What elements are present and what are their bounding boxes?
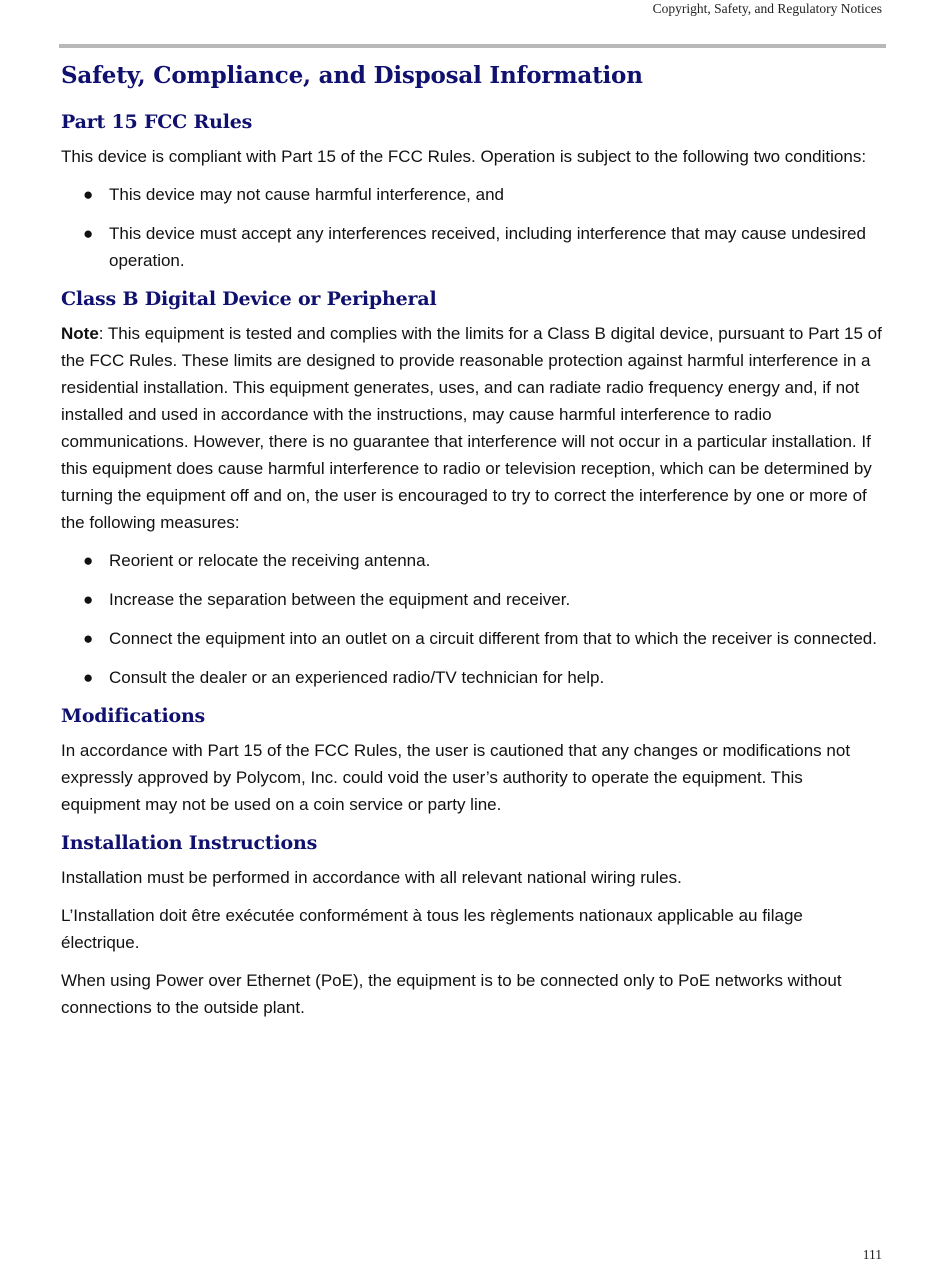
class-b-note bbox=[61, 320, 883, 536]
list-item: ● This device may not cause harmful interference, and bbox=[61, 181, 883, 208]
installation-text-3: When using Power over Ethernet (PoE), the equipment is to be connected only to PoE networks without connections to the outside plant. bbox=[61, 971, 842, 1017]
bullet-icon: ● bbox=[83, 185, 94, 204]
section-fcc-rules bbox=[61, 111, 883, 274]
bullet-icon: ● bbox=[83, 224, 94, 243]
section-heading-fcc: Part 15 FCC Rules bbox=[61, 111, 253, 133]
note-text: : This equipment is tested and complies with the limits for a Class B digital device, pursuant to Part 15 of the FCC Rules. These limits are designed to provide reasonable protection against harmful interference in a residential installation. This equipment generates, uses, and can radiate radio frequency energy and, if not installed and used in accordance with the instructions, may cause harmful interference to radio communications. However, there is no guarantee that interference will not occur in a particular installation. If this equipment does cause harmful interference to radio or television reception, which can be determined by turning the equipment off and on, the user is encouraged to try to correct the interference by one or more of the following measures: bbox=[61, 324, 882, 532]
bullet-icon: ● bbox=[83, 629, 94, 648]
bullet-icon: ● bbox=[83, 590, 94, 609]
installation-text-2: L’Installation doit être exécutée conformément à tous les règlements nationaux applicable au filage électrique. bbox=[61, 906, 803, 952]
note-label: Note bbox=[61, 324, 99, 343]
bullet-icon: ● bbox=[83, 551, 94, 570]
fcc-conditions-list bbox=[61, 181, 883, 274]
section-heading-modifications: Modifications bbox=[61, 705, 206, 727]
class-b-measures-list bbox=[61, 547, 883, 691]
list-item: ● This device must accept any interferences received, including interference that may cause undesired operation. bbox=[61, 220, 883, 274]
list-item: ● Consult the dealer or an experienced radio/TV technician for help. bbox=[61, 664, 883, 691]
list-item: ● Connect the equipment into an outlet on a circuit different from that to which the receiver is connected. bbox=[61, 625, 883, 652]
list-item: ● Reorient or relocate the receiving antenna. bbox=[61, 547, 883, 574]
page-title: Safety, Compliance, and Disposal Information bbox=[61, 62, 643, 89]
modifications-text: In accordance with Part 15 of the FCC Rules, the user is cautioned that any changes or modifications not expressly approved by Polycom, Inc. could void the user’s authority to operate the equipment. This equipment may not be used on a coin service or party line. bbox=[61, 741, 851, 814]
bullet-icon: ● bbox=[83, 668, 94, 687]
running-header: Copyright, Safety, and Regulatory Notices bbox=[652, 1, 882, 16]
section-modifications bbox=[61, 705, 883, 818]
section-heading-class-b: Class B Digital Device or Peripheral bbox=[61, 288, 437, 310]
section-installation bbox=[61, 832, 883, 1021]
installation-text-1: Installation must be performed in accordance with all relevant national wiring rules. bbox=[61, 868, 682, 887]
section-class-b bbox=[61, 288, 883, 691]
page-number: 111 bbox=[862, 1247, 882, 1262]
fcc-intro: This device is compliant with Part 15 of the FCC Rules. Operation is subject to the following two conditions: bbox=[61, 147, 867, 166]
page-content bbox=[61, 58, 883, 1032]
list-item: ● Increase the separation between the equipment and receiver. bbox=[61, 586, 883, 613]
section-heading-installation: Installation Instructions bbox=[61, 832, 318, 854]
header-rule bbox=[59, 44, 886, 48]
